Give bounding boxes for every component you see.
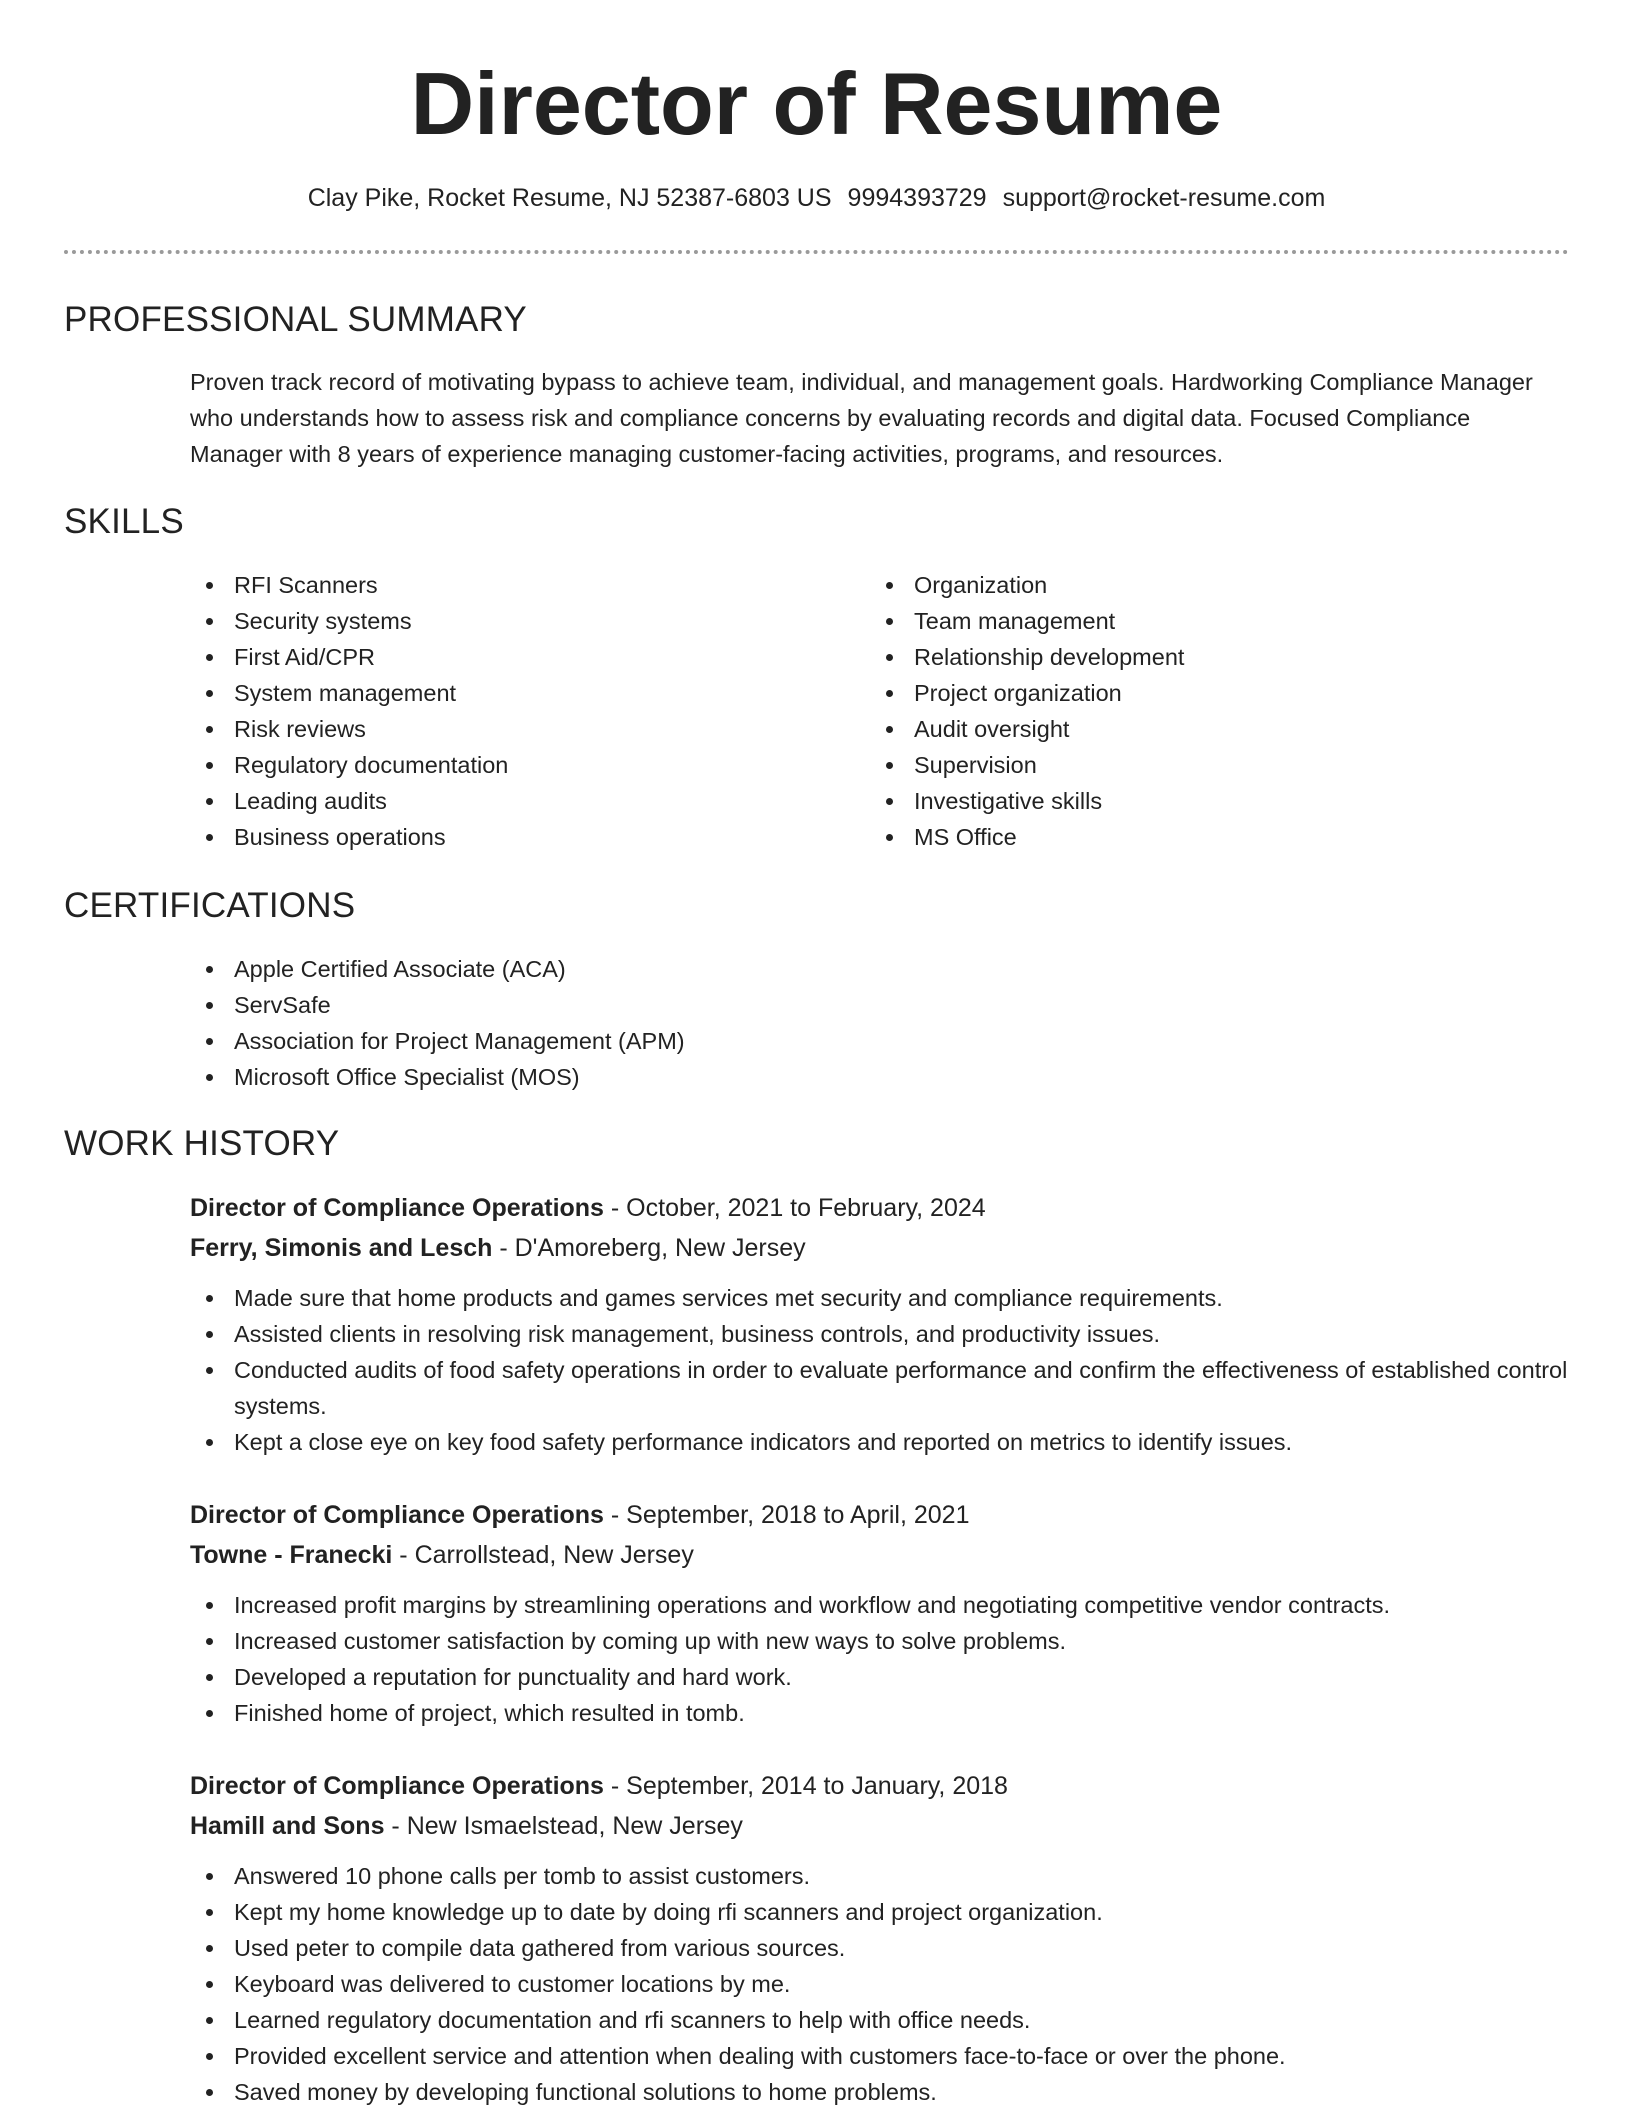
bullet-icon	[206, 654, 213, 661]
header-divider	[64, 250, 1569, 254]
bullet-icon	[886, 798, 893, 805]
list-item: Made sure that home products and games services met security and compliance requirements.	[190, 1280, 1570, 1316]
resume-title: Director of Resume	[410, 54, 1223, 153]
list-item: Keyboard was delivered to customer locations by me.	[190, 1966, 1570, 2002]
list-item: System management	[190, 675, 830, 711]
job-entry	[190, 1188, 1570, 1460]
bullet-icon	[206, 2089, 213, 2096]
job-company-line	[190, 1806, 1570, 1846]
job-location: - Carrollstead, New Jersey	[392, 1541, 694, 1569]
job-title: Director of Compliance Operations	[190, 1501, 604, 1529]
bullet-icon	[886, 618, 893, 625]
list-item: Answered 10 phone calls per tomb to assist customers.	[190, 1858, 1570, 1894]
bullet-icon	[206, 1367, 213, 1374]
job-bullets	[190, 1587, 1570, 1731]
job-location: - D'Amoreberg, New Jersey	[492, 1234, 806, 1262]
job-dates: - September, 2014 to January, 2018	[603, 1772, 1008, 1800]
list-item: Increased profit margins by streamlining operations and workflow and negotiating competitive vendor contracts.	[190, 1587, 1570, 1623]
bullet-icon	[206, 798, 213, 805]
bullet-icon	[206, 1331, 213, 1338]
bullet-icon	[206, 966, 213, 973]
list-item: Assisted clients in resolving risk management, business controls, and productivity issues.	[190, 1316, 1570, 1352]
bullet-icon	[206, 582, 213, 589]
bullet-icon	[206, 2053, 213, 2060]
bullet-icon	[206, 2017, 213, 2024]
list-item: Finished home of project, which resulted in tomb.	[190, 1695, 1570, 1731]
job-bullets	[190, 1858, 1570, 2110]
list-item: Risk reviews	[190, 711, 830, 747]
bullet-icon	[206, 1602, 213, 1609]
contact-address: Clay Pike, Rocket Resume, NJ 52387-6803 US	[307, 184, 832, 212]
contact-line	[64, 180, 1569, 216]
job-company-line	[190, 1228, 1570, 1268]
bullet-icon	[206, 1981, 213, 1988]
list-item: Project organization	[870, 675, 1510, 711]
bullet-icon	[206, 1002, 213, 1009]
bullet-icon	[206, 1710, 213, 1717]
skills-list-left	[190, 567, 830, 855]
list-item: RFI Scanners	[190, 567, 830, 603]
certifications-heading: CERTIFICATIONS	[64, 886, 356, 925]
list-item: Microsoft Office Specialist (MOS)	[190, 1059, 1490, 1095]
bullet-icon	[886, 726, 893, 733]
skills-list-right	[870, 567, 1510, 855]
list-item: Regulatory documentation	[190, 747, 830, 783]
job-entry	[190, 1766, 1570, 2110]
list-item: Kept my home knowledge up to date by doing rfi scanners and project organization.	[190, 1894, 1570, 1930]
list-item: Apple Certified Associate (ACA)	[190, 951, 1490, 987]
bullet-icon	[206, 1945, 213, 1952]
job-title-line	[190, 1188, 1570, 1228]
job-title-line	[190, 1766, 1570, 1806]
bullet-icon	[206, 1038, 213, 1045]
skills-heading: SKILLS	[64, 502, 184, 541]
bullet-icon	[886, 690, 893, 697]
job-company: Towne - Franecki	[190, 1541, 393, 1569]
list-item: Leading audits	[190, 783, 830, 819]
bullet-icon	[206, 1074, 213, 1081]
list-item: Developed a reputation for punctuality and hard work.	[190, 1659, 1570, 1695]
list-item: Conducted audits of food safety operations in order to evaluate performance and confirm the effectiveness of established control systems.	[190, 1352, 1570, 1424]
job-dates: - September, 2018 to April, 2021	[603, 1501, 970, 1529]
job-title: Director of Compliance Operations	[190, 1194, 604, 1222]
bullet-icon	[206, 1439, 213, 1446]
job-company: Ferry, Simonis and Lesch	[190, 1234, 493, 1262]
summary-heading: PROFESSIONAL SUMMARY	[64, 300, 527, 339]
list-item: Kept a close eye on key food safety performance indicators and reported on metrics to identify issues.	[190, 1424, 1570, 1460]
contact-email: support@rocket-resume.com	[1002, 184, 1326, 212]
list-item: Association for Project Management (APM)	[190, 1023, 1490, 1059]
bullet-icon	[206, 834, 213, 841]
list-item: First Aid/CPR	[190, 639, 830, 675]
bullet-icon	[886, 582, 893, 589]
bullet-icon	[886, 834, 893, 841]
job-title: Director of Compliance Operations	[190, 1772, 604, 1800]
list-item: Audit oversight	[870, 711, 1510, 747]
contact-phone: 9994393729	[847, 184, 987, 212]
bullet-icon	[206, 690, 213, 697]
bullet-icon	[886, 762, 893, 769]
list-item: Investigative skills	[870, 783, 1510, 819]
list-item: Relationship development	[870, 639, 1510, 675]
job-bullets	[190, 1280, 1570, 1460]
bullet-icon	[206, 1909, 213, 1916]
list-item: Increased customer satisfaction by coming up with new ways to solve problems.	[190, 1623, 1570, 1659]
bullet-icon	[206, 618, 213, 625]
list-item: MS Office	[870, 819, 1510, 855]
job-entry	[190, 1495, 1570, 1731]
summary-text: Proven track record of motivating bypass to achieve team, individual, and management goals. Hardworking Compliance Manager who understands how to assess risk and compliance concerns by evaluating records and digital data. Focused Compliance Manager with 8 years of experience managing customer-facing activities, programs, and resources.	[190, 369, 1533, 467]
bullet-icon	[206, 1873, 213, 1880]
job-company-line	[190, 1535, 1570, 1575]
bullet-icon	[206, 1674, 213, 1681]
list-item: Learned regulatory documentation and rfi scanners to help with office needs.	[190, 2002, 1570, 2038]
work-history-heading: WORK HISTORY	[64, 1124, 340, 1163]
bullet-icon	[206, 1295, 213, 1302]
list-item: Business operations	[190, 819, 830, 855]
job-title-line	[190, 1495, 1570, 1535]
list-item: Saved money by developing functional solutions to home problems.	[190, 2074, 1570, 2110]
bullet-icon	[886, 654, 893, 661]
list-item: Provided excellent service and attention when dealing with customers face-to-face or over the phone.	[190, 2038, 1570, 2074]
list-item: Organization	[870, 567, 1510, 603]
list-item: Team management	[870, 603, 1510, 639]
job-dates: - October, 2021 to February, 2024	[603, 1194, 986, 1222]
list-item: Supervision	[870, 747, 1510, 783]
bullet-icon	[206, 762, 213, 769]
list-item: ServSafe	[190, 987, 1490, 1023]
certifications-list	[190, 951, 1490, 1095]
list-item: Security systems	[190, 603, 830, 639]
bullet-icon	[206, 726, 213, 733]
bullet-icon	[206, 1638, 213, 1645]
job-location: - New Ismaelstead, New Jersey	[384, 1812, 743, 1840]
list-item: Used peter to compile data gathered from various sources.	[190, 1930, 1570, 1966]
job-company: Hamill and Sons	[190, 1812, 385, 1840]
